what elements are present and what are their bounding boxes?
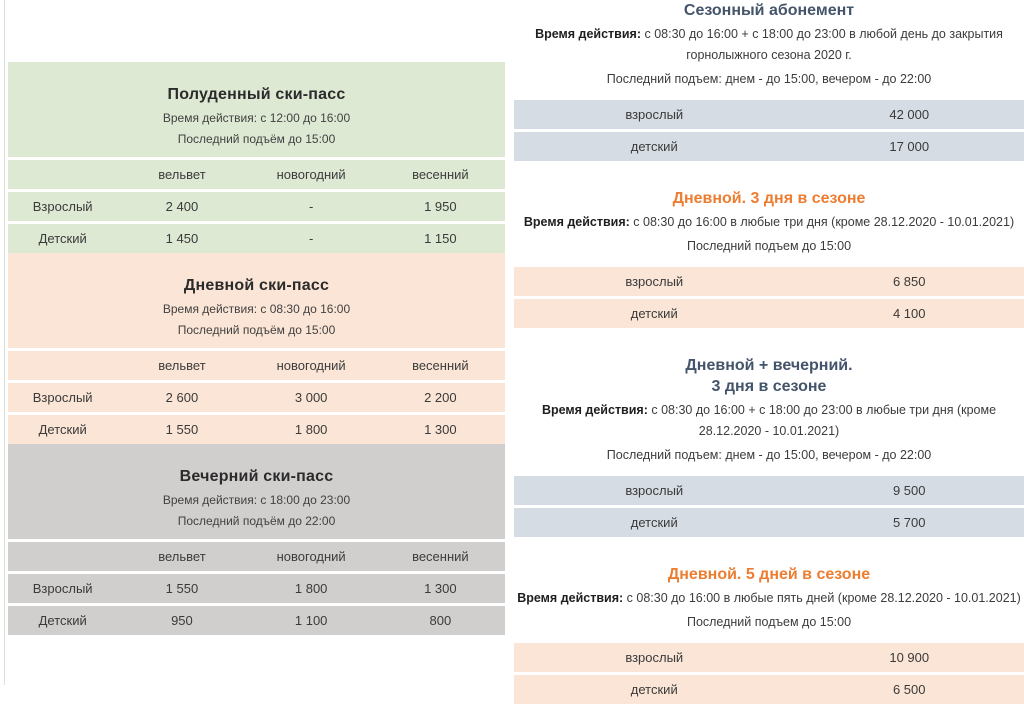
price-row-adult — [8, 571, 505, 603]
row-label: взрослый — [514, 483, 795, 498]
price-rows — [514, 473, 1024, 537]
price-row-child — [8, 603, 505, 635]
row-label: Взрослый — [8, 199, 117, 214]
block-title-line: Дневной + вечерний. — [514, 355, 1024, 376]
price-row-child — [514, 296, 1024, 328]
row-price: 10 900 — [795, 650, 1024, 665]
column-header-spring: весенний — [376, 549, 505, 564]
price-cell: 1 300 — [376, 581, 505, 596]
price-row-child — [8, 221, 505, 253]
price-row-adult — [514, 264, 1024, 296]
price-cell: 2 600 — [117, 390, 246, 405]
row-label: Детский — [8, 231, 117, 246]
pass-title: Дневной ски-пасс — [8, 277, 505, 295]
validity-text: с 08:30 до 16:00 + с 18:00 до 23:00 в любые три дня (кроме 28.12.2020 - 10.01.2021) — [651, 403, 996, 438]
validity-label: Время действия: — [524, 215, 630, 229]
block-title — [514, 355, 1024, 397]
pass-validity: Время действия: с 18:00 до 23:00 — [8, 493, 505, 507]
season-pass-column — [514, 0, 1024, 704]
row-label: Детский — [8, 613, 117, 628]
price-row-adult — [514, 97, 1024, 129]
row-price: 42 000 — [795, 107, 1024, 122]
block-validity — [514, 588, 1024, 609]
block-title — [514, 564, 1024, 585]
price-row-child — [514, 505, 1024, 537]
column-header-newyear: новогодний — [247, 358, 376, 373]
validity-label: Время действия: — [542, 403, 648, 417]
price-row-child — [514, 672, 1024, 704]
pass-validity: Время действия: с 08:30 до 16:00 — [8, 302, 505, 316]
row-label: Взрослый — [8, 390, 117, 405]
column-header-newyear: новогодний — [247, 167, 376, 182]
left-border-line — [4, 0, 5, 685]
price-row-child — [514, 129, 1024, 161]
ski-pass-card-day — [8, 253, 505, 444]
row-price: 9 500 — [795, 483, 1024, 498]
price-cell: 1 950 — [376, 199, 505, 214]
price-rows — [514, 640, 1024, 704]
price-row-adult — [8, 380, 505, 412]
validity-text: с 08:30 до 16:00 в любые три дня (кроме 28.12.2020 - 10.01.2021) — [633, 215, 1014, 229]
pass-header — [8, 253, 505, 348]
block-last-lift: Последний подъем до 15:00 — [514, 612, 1024, 633]
pass-header — [8, 444, 505, 539]
block-title-line: 3 дня в сезоне — [514, 376, 1024, 397]
row-price: 6 850 — [795, 274, 1024, 289]
row-label: детский — [514, 515, 795, 530]
validity-label: Время действия: — [535, 27, 641, 41]
day-3-days-block — [514, 188, 1024, 328]
price-cell: 1 300 — [376, 422, 505, 437]
column-header-spring: весенний — [376, 358, 505, 373]
row-label: Взрослый — [8, 581, 117, 596]
block-title — [514, 0, 1024, 21]
validity-text: с 08:30 до 16:00 + с 18:00 до 23:00 в любой день до закрытия горнолыжного сезона 2020 г. — [644, 27, 1002, 62]
ski-pass-column — [8, 62, 505, 635]
row-label: детский — [514, 682, 795, 697]
block-last-lift: Последний подъем: днем - до 15:00, вечером - до 22:00 — [514, 445, 1024, 466]
validity-label: Время действия: — [517, 591, 623, 605]
row-label: детский — [514, 139, 795, 154]
price-table-header-row — [8, 348, 505, 380]
column-header-velvet: вельвет — [117, 549, 246, 564]
row-label: Детский — [8, 422, 117, 437]
day-5-days-block — [514, 564, 1024, 704]
pass-validity: Время действия: с 12:00 до 16:00 — [8, 111, 505, 125]
pass-last-lift: Последний подъём до 15:00 — [8, 132, 505, 146]
column-header-spring: весенний — [376, 167, 505, 182]
price-cell: 800 — [376, 613, 505, 628]
price-cell: 1 800 — [247, 581, 376, 596]
block-last-lift: Последний подъем до 15:00 — [514, 236, 1024, 257]
pass-last-lift: Последний подъём до 15:00 — [8, 323, 505, 337]
price-row-adult — [514, 473, 1024, 505]
price-cell: - — [247, 199, 376, 214]
price-cell: - — [247, 231, 376, 246]
block-validity — [514, 24, 1024, 66]
season-pass-block — [514, 0, 1024, 161]
price-rows — [514, 97, 1024, 161]
price-table-header-row — [8, 539, 505, 571]
pass-title: Полуденный ски-пасс — [8, 86, 505, 104]
ski-pass-card-evening — [8, 444, 505, 635]
block-last-lift: Последний подъем: днем - до 15:00, вечером - до 22:00 — [514, 69, 1024, 90]
price-row-child — [8, 412, 505, 444]
block-title-line: Дневной. 5 дней в сезоне — [514, 564, 1024, 585]
block-title-line: Дневной. 3 дня в сезоне — [514, 188, 1024, 209]
column-header-velvet: вельвет — [117, 167, 246, 182]
row-label: взрослый — [514, 274, 795, 289]
row-label: взрослый — [514, 650, 795, 665]
row-price: 4 100 — [795, 306, 1024, 321]
block-title-line: Сезонный абонемент — [514, 0, 1024, 21]
block-validity — [514, 400, 1024, 442]
row-price: 5 700 — [795, 515, 1024, 530]
row-price: 17 000 — [795, 139, 1024, 154]
price-row-adult — [514, 640, 1024, 672]
price-cell: 2 200 — [376, 390, 505, 405]
block-validity — [514, 212, 1024, 233]
column-header-velvet: вельвет — [117, 358, 246, 373]
row-price: 6 500 — [795, 682, 1024, 697]
pass-header — [8, 62, 505, 157]
block-title — [514, 188, 1024, 209]
price-cell: 1 100 — [247, 613, 376, 628]
pass-title: Вечерний ски-пасс — [8, 468, 505, 486]
price-table-header-row — [8, 157, 505, 189]
pass-last-lift: Последний подъём до 22:00 — [8, 514, 505, 528]
price-cell: 1 550 — [117, 422, 246, 437]
row-label: взрослый — [514, 107, 795, 122]
price-cell: 1 450 — [117, 231, 246, 246]
price-cell: 1 550 — [117, 581, 246, 596]
price-cell: 950 — [117, 613, 246, 628]
price-cell: 2 400 — [117, 199, 246, 214]
day-evening-3-days-block — [514, 355, 1024, 537]
price-rows — [514, 264, 1024, 328]
price-row-adult — [8, 189, 505, 221]
ski-pass-card-midday — [8, 62, 505, 253]
price-cell: 3 000 — [247, 390, 376, 405]
validity-text: с 08:30 до 16:00 в любые пять дней (кроме 28.12.2020 - 10.01.2021) — [627, 591, 1021, 605]
column-header-newyear: новогодний — [247, 549, 376, 564]
row-label: детский — [514, 306, 795, 321]
price-cell: 1 800 — [247, 422, 376, 437]
price-cell: 1 150 — [376, 231, 505, 246]
